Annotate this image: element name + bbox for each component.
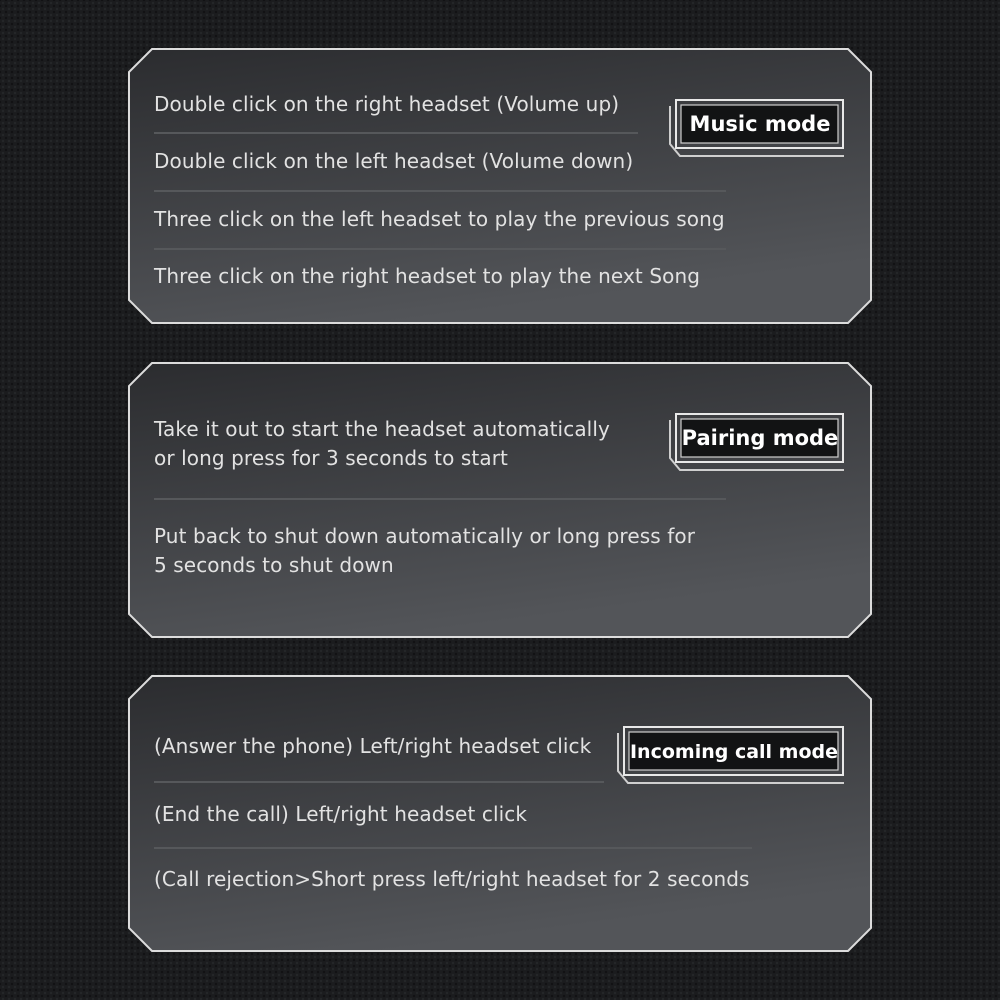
pairing-item-start bbox=[154, 415, 610, 473]
badge-label: Music mode bbox=[689, 112, 831, 136]
pairing-item-shutdown-line-1: Put back to shut down automatically or long press for bbox=[154, 524, 696, 548]
panel-frame bbox=[128, 362, 872, 638]
music-item-previous-song: Three click on the left headset to play the previous song bbox=[154, 207, 725, 231]
divider bbox=[154, 847, 752, 849]
call-item-end: (End the call) Left/right headset click bbox=[154, 802, 528, 826]
pairing-item-start-line-1: Take it out to start the headset automatically bbox=[154, 417, 610, 441]
incoming-call-mode-badge bbox=[614, 725, 846, 787]
pairing-item-shutdown bbox=[154, 522, 695, 580]
divider bbox=[154, 781, 604, 783]
pairing-item-start-line-2: or long press for 3 seconds to start bbox=[154, 446, 508, 470]
call-item-reject: (Call rejection>Short press left/right headset for 2 seconds bbox=[154, 867, 750, 891]
music-mode-panel bbox=[128, 48, 872, 324]
badge-label: Incoming call mode bbox=[629, 741, 839, 763]
pairing-item-shutdown-line-2: 5 seconds to shut down bbox=[154, 553, 394, 577]
pairing-mode-badge bbox=[666, 412, 846, 474]
badge-label: Pairing mode bbox=[681, 426, 839, 450]
pairing-mode-panel bbox=[128, 362, 872, 638]
divider bbox=[154, 132, 638, 134]
incoming-call-mode-panel bbox=[128, 675, 872, 952]
call-item-answer: (Answer the phone) Left/right headset click bbox=[154, 734, 592, 758]
music-item-next-song: Three click on the right headset to play the next Song bbox=[154, 264, 701, 288]
divider bbox=[154, 248, 726, 250]
divider bbox=[154, 498, 726, 500]
music-item-volume-down: Double click on the left headset (Volume down) bbox=[154, 149, 634, 173]
music-mode-badge bbox=[666, 98, 846, 160]
music-item-volume-up: Double click on the right headset (Volume up) bbox=[154, 92, 620, 116]
divider bbox=[154, 190, 726, 192]
